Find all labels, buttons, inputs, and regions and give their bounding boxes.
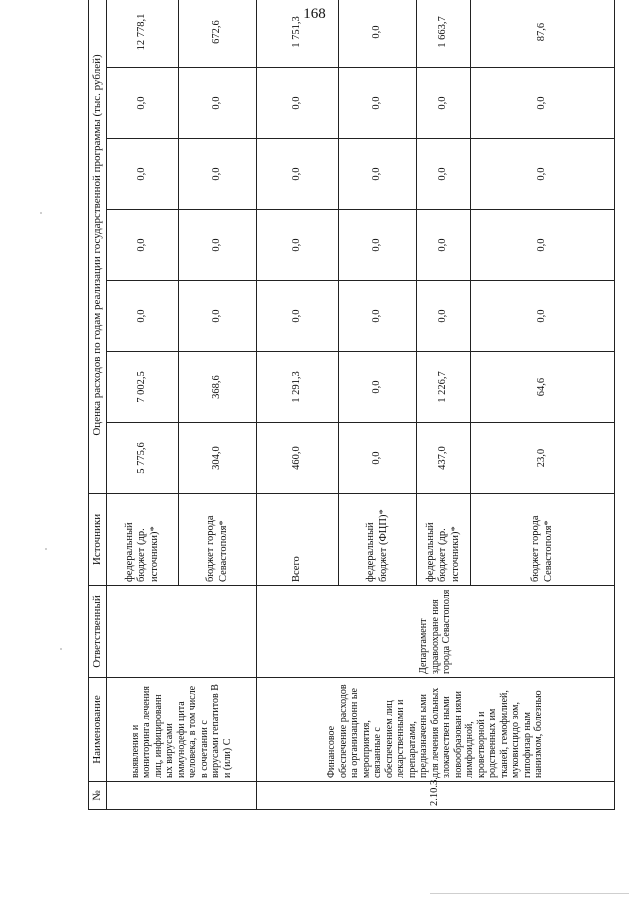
scan-dot [40,212,42,214]
value-cell: 0,0 [179,281,257,352]
value-cell: 460,0 [257,423,339,494]
value-cell: 87,6 [471,0,615,68]
value-cell: 1 291,3 [257,352,339,423]
value-cell: 0,0 [339,210,417,281]
row-source: бюджет города Севастополя* [179,494,257,586]
value-cell: 0,0 [107,281,179,352]
value-cell: 0,0 [257,68,339,139]
row-source: федеральный бюджет (ФЦП)* [339,494,417,586]
value-cell: 0,0 [339,281,417,352]
value-cell: 0,0 [257,210,339,281]
row-source: бюджет города Севастополя* [471,494,615,586]
value-cell: 12 778,1 [107,0,179,68]
value-cell: 0,0 [471,281,615,352]
value-cell: 672,6 [179,0,257,68]
value-cell: 0,0 [417,68,471,139]
value-cell: 0,0 [107,68,179,139]
value-cell: 0,0 [471,210,615,281]
value-cell: 0,0 [107,139,179,210]
row-source: федеральный бюджет (др. источники)* [107,494,179,586]
row-name: выявления и мониторинга лечения лиц, инфицированн ых вирусами иммунодефи цита человека, в том числе в сочетании с вирусами гепатитов В и (или) С [107,678,257,782]
value-cell: 0,0 [107,210,179,281]
value-cell: 437,0 [417,423,471,494]
scan-edge-line [430,893,629,894]
value-cell: 0,0 [417,139,471,210]
row-num: 2.10.3. [257,782,615,810]
value-cell: 64,6 [471,352,615,423]
scan-dot [45,548,47,550]
header-sources: Источники [89,494,107,586]
table-row [107,0,179,810]
row-responsible: Департамент здравоохране ния города Севастополя [257,586,615,678]
value-cell: 0,0 [257,139,339,210]
row-source: федеральный бюджет (др. источники)* [417,494,471,586]
budget-table [88,0,615,810]
value-cell: 0,0 [179,210,257,281]
value-cell: 7 002,5 [107,352,179,423]
value-cell: 304,0 [179,423,257,494]
row-num [107,782,257,810]
value-cell: 0,0 [339,139,417,210]
value-cell: 1 663,7 [417,0,471,68]
value-cell: 0,0 [179,68,257,139]
value-cell: 1 226,7 [417,352,471,423]
value-cell: 0,0 [417,281,471,352]
value-cell: 0,0 [339,0,417,68]
value-cell: 0,0 [471,68,615,139]
header-responsible: Ответственный [89,586,107,678]
value-cell: 0,0 [471,139,615,210]
value-cell: 0,0 [417,210,471,281]
row-name: Финансовое обеспечение расходов на организационн ые мероприятия, связанные с обеспечением лиц лекарственными и препаратами, предназначенн ыми для лечения больных злокачествен ными новообразован иями лимфоидной, кроветворной и родственных им тканей, гемофилией, муковисцидо зом, гипофизар ным нанизмом, болезнью [257,678,615,782]
scan-dot [60,648,62,650]
row-source: Всего [257,494,339,586]
header-num: № [89,782,107,810]
header-estimate: Оценка расходов по годам реализации государственной программы (тыс. рублей) [89,0,107,494]
value-cell: 23,0 [471,423,615,494]
value-cell: 5 775,6 [107,423,179,494]
value-cell: 0,0 [179,139,257,210]
header-row [89,0,107,810]
value-cell: 0,0 [257,281,339,352]
value-cell: 0,0 [339,68,417,139]
value-cell: 0,0 [339,352,417,423]
value-cell: 1 751,3 [257,0,339,68]
table-row [257,0,339,810]
page-number: 168 [303,6,326,22]
value-cell: 368,6 [179,352,257,423]
header-name: Наименование [89,678,107,782]
value-cell: 0,0 [339,423,417,494]
row-responsible [107,586,257,678]
